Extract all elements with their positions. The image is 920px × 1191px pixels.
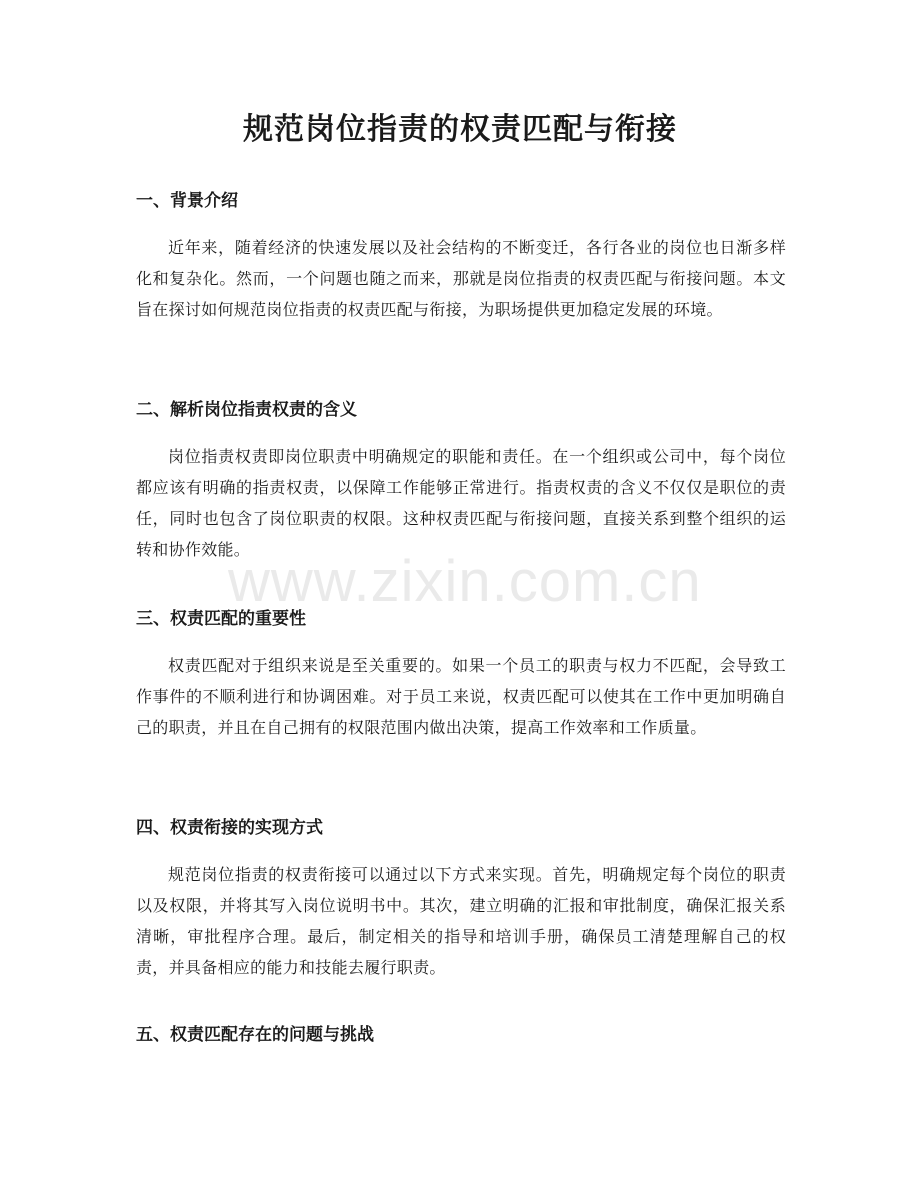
section-paragraph: 近年来，随着经济的快速发展以及社会结构的不断变迁，各行各业的岗位也日渐多样化和复杂化。然而，一个问题也随之而来，那就是岗位指责的权责匹配与衔接问题。本文旨在探讨如何规范岗位指责的权责匹配与衔接，为职场提供更加稳定发展的环境。: [136, 238, 786, 319]
section-importance: [136, 606, 786, 743]
section-paragraph: 规范岗位指责的权责衔接可以通过以下方式来实现。首先，明确规定每个岗位的职责以及权限，并将其写入岗位说明书中。其次，建立明确的汇报和审批制度，确保汇报关系清晰，审批程序合理。最后，制定相关的指导和培训手册，确保员工清楚理解自己的权责，并具备相应的能力和技能去履行职责。: [136, 865, 786, 977]
section-meaning: [136, 397, 786, 565]
document-title: 规范岗位指责的权责匹配与衔接: [243, 112, 677, 147]
section-implementation: [136, 815, 786, 983]
section-heading: 二、解析岗位指责权责的含义: [136, 400, 357, 420]
section-background: [136, 188, 786, 325]
section-heading: 一、背景介绍: [136, 191, 238, 211]
section-paragraph: 权责匹配对于组织来说是至关重要的。如果一个员工的职责与权力不匹配，会导致工作事件的不顺利进行和协调困难。对于员工来说，权责匹配可以使其在工作中更加明确自己的职责，并且在自己拥有的权限范围内做出决策，提高工作效率和工作质量。: [136, 656, 786, 737]
section-challenges: [136, 1022, 786, 1048]
section-paragraph: 岗位指责权责即岗位职责中明确规定的职能和责任。在一个组织或公司中，每个岗位都应该有明确的指责权责，以保障工作能够正常进行。指责权责的含义不仅仅是职位的责任，同时也包含了岗位职责的权限。这种权责匹配与衔接问题，直接关系到整个组织的运转和协作效能。: [136, 447, 786, 559]
watermark: www.zixin.com.cn: [228, 549, 702, 614]
section-heading: 三、权责匹配的重要性: [136, 609, 306, 629]
section-heading: 五、权责匹配存在的问题与挑战: [136, 1025, 374, 1045]
section-heading: 四、权责衔接的实现方式: [136, 818, 323, 838]
